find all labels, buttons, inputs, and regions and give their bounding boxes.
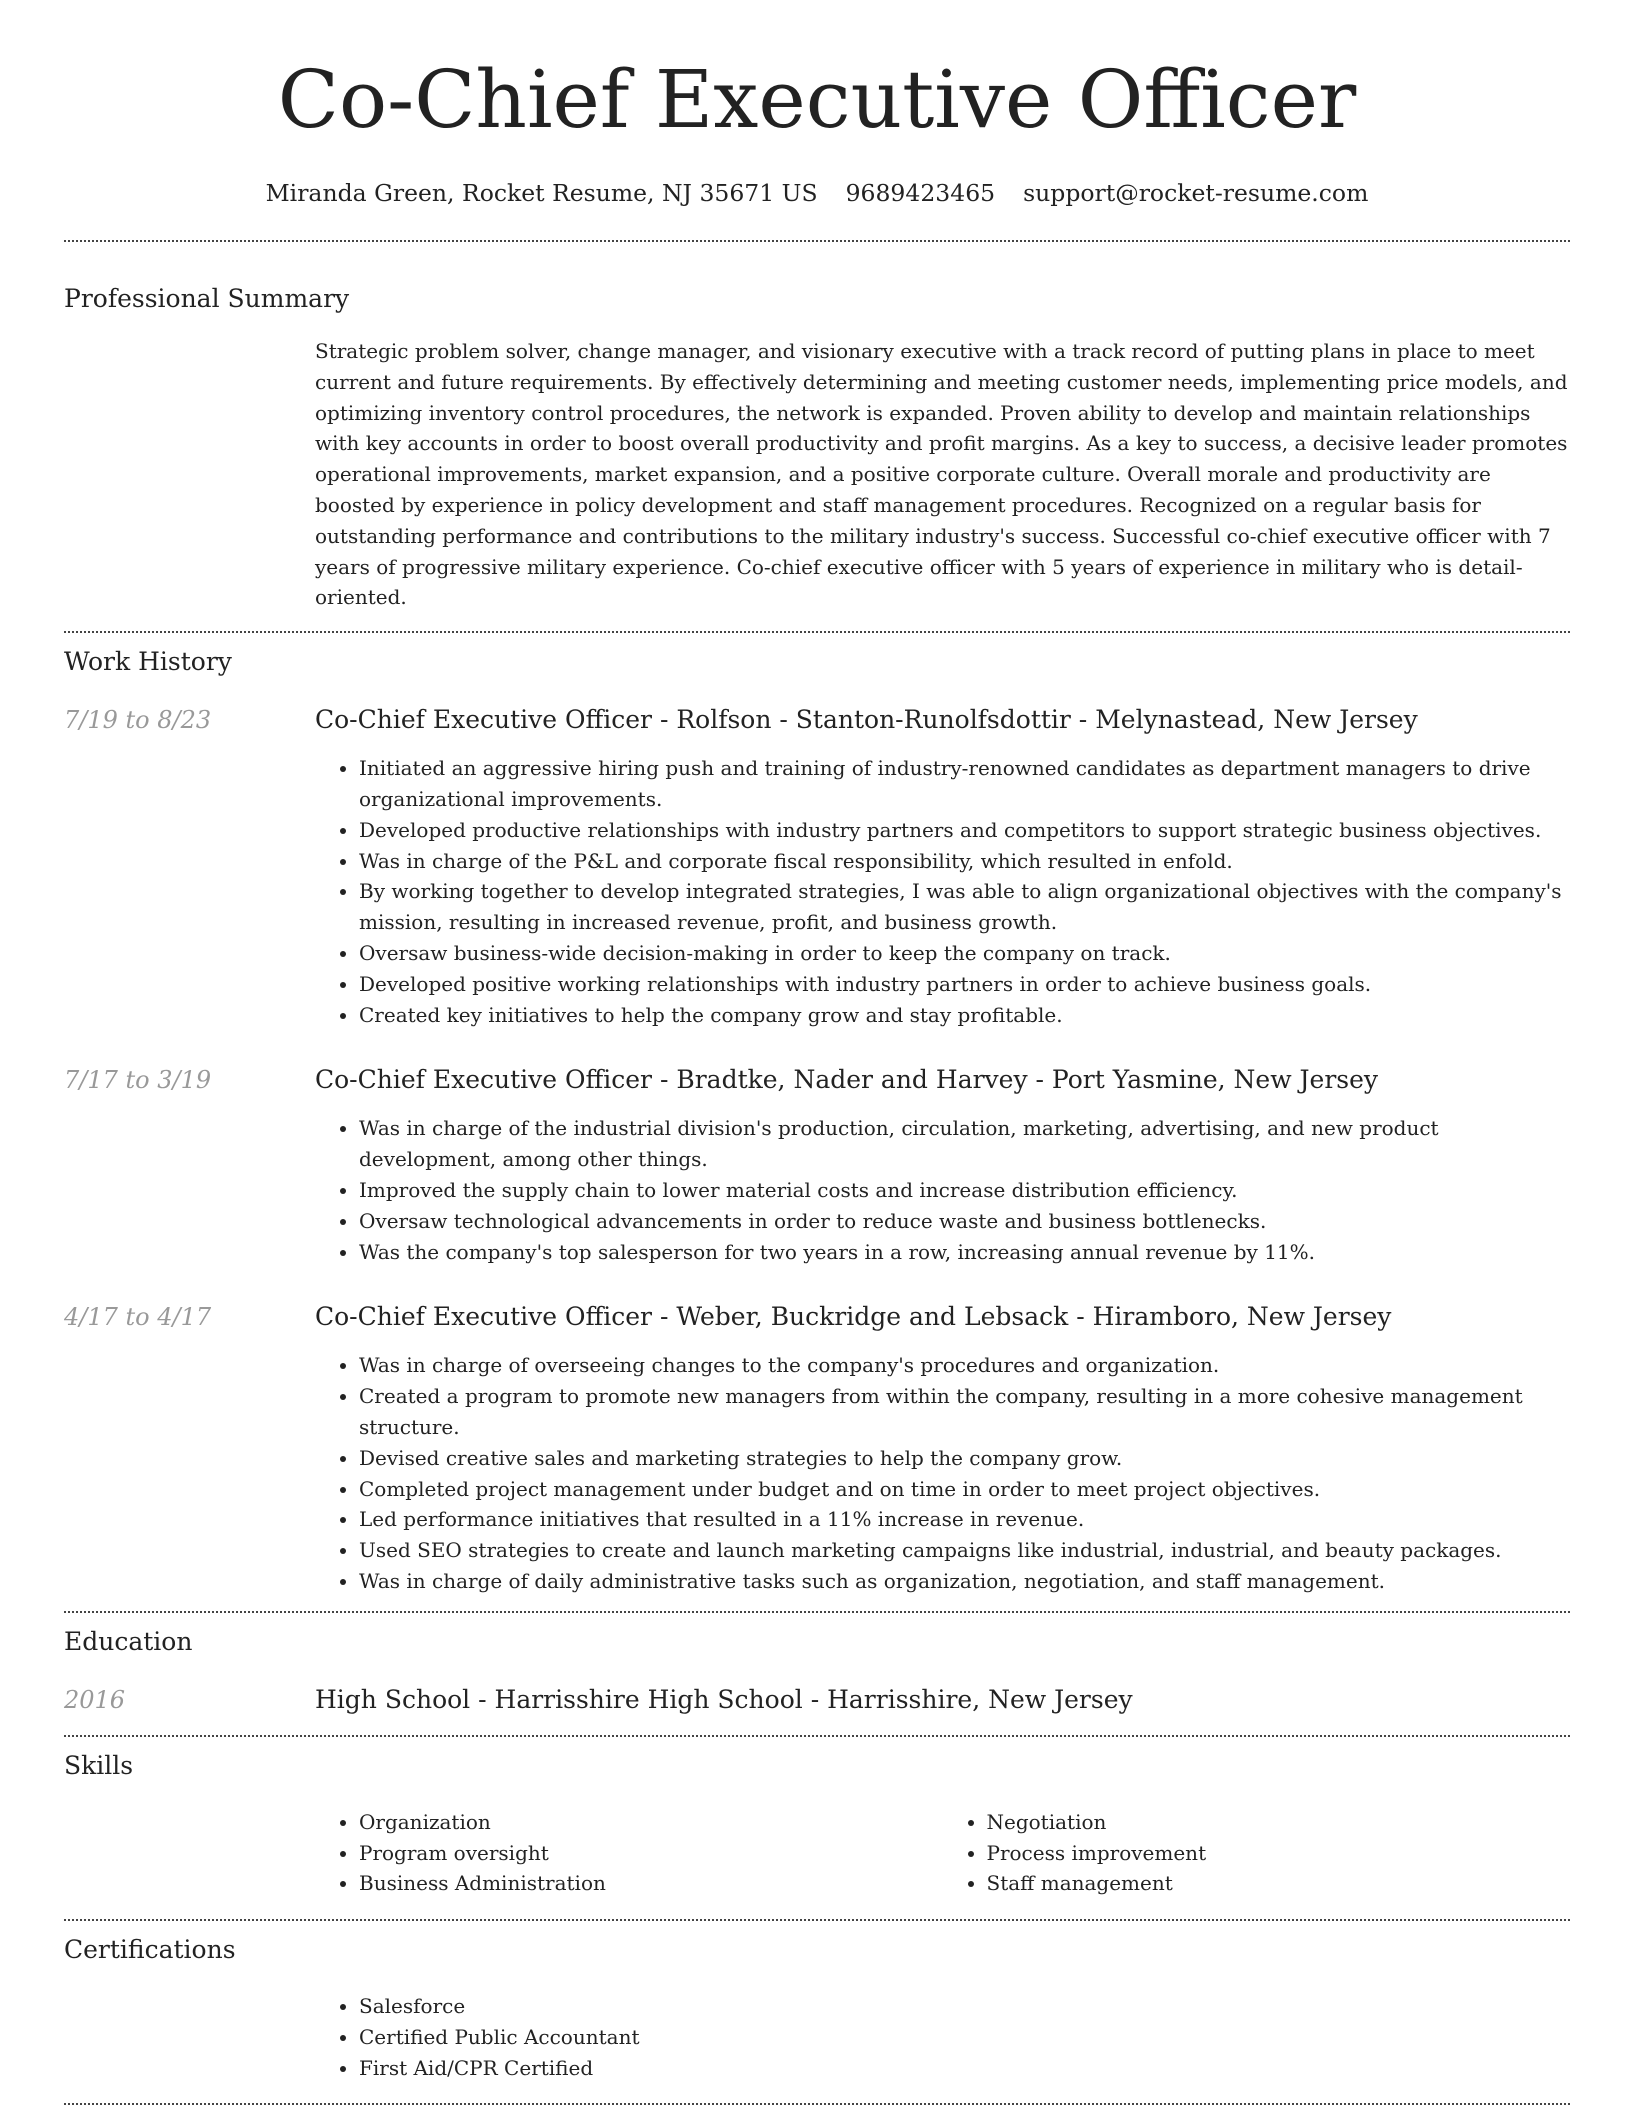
education-year: 2016 [64, 1685, 126, 1714]
list-item: • Developed productive relationships with industry partners and competitors to support strategic business objectives. [359, 815, 1570, 846]
job-details: - Bradtke, Nader and Harvey - Port Yasmine, New Jersey [652, 1065, 1379, 1095]
job-entry [64, 705, 1570, 1030]
job-dates: 7/17 to 3/19 [64, 1066, 212, 1095]
job-bullets [315, 1113, 1570, 1267]
education-details: - Harrisshire High School - Harrisshire, New Jersey [470, 1684, 1133, 1714]
contact-phone: 9689423465 [845, 179, 996, 207]
list-item: • Business Administration [359, 1868, 943, 1899]
certifications-list [315, 1991, 1570, 2083]
skills-column-right [943, 1807, 1571, 1899]
work-history-heading: Work History [64, 647, 232, 677]
skills-column-left [315, 1807, 943, 1899]
job-heading [315, 1302, 1570, 1332]
resume-page [64, 0, 1570, 2105]
list-item: • Program oversight [359, 1838, 943, 1869]
job-bullets [315, 753, 1570, 1030]
list-item: • Process improvement [987, 1838, 1571, 1869]
contact-email: support@rocket-resume.com [1023, 179, 1369, 207]
job-title: Co-Chief Executive Officer [315, 1065, 652, 1095]
job-heading [315, 1065, 1570, 1095]
job-dates: 7/19 to 8/23 [64, 706, 212, 735]
job-title: Co-Chief Executive Officer [315, 705, 652, 735]
certifications-heading: Certifications [64, 1935, 236, 1965]
list-item: • Was in charge of the industrial division's production, circulation, marketing, advertising, and new product development, among other things. [359, 1113, 1570, 1175]
job-title: Co-Chief Executive Officer [315, 1302, 652, 1332]
list-item: • Completed project management under budget and on time in order to meet project objectives. [359, 1474, 1570, 1505]
list-item: • Was the company's top salesperson for two years in a row, increasing annual revenue by 11%. [359, 1237, 1570, 1268]
list-item: • Developed positive working relationships with industry partners in order to achieve business goals. [359, 969, 1570, 1000]
section-divider [64, 631, 1570, 633]
section-divider [64, 240, 1570, 242]
section-divider [64, 1611, 1570, 1613]
section-divider [64, 1735, 1570, 1737]
list-item: • Staff management [987, 1868, 1571, 1899]
summary-text: Strategic problem solver, change manager, and visionary executive with a track record of putting plans in place to meet current and future requirements. By effectively determining and meeting customer needs, implementing price models, and optimizing inventory control procedures, the network is expanded. Proven ability to develop and maintain relationships with key accounts in order to boost overall productivity and profit margins. As a key to success, a decisive leader promotes operational improvements, market expansion, and a positive corporate culture. Overall morale and productivity are boosted by experience in policy development and staff management procedures. Recognized on a regular basis for outstanding performance and contributions to the military industry's success. Successful co-chief executive officer with 7 years of progressive military experience. Co-chief executive officer with 5 years of experience in military who is detail-oriented. [315, 339, 1568, 610]
list-item: • Improved the supply chain to lower material costs and increase distribution efficiency. [359, 1175, 1570, 1206]
contact-address: Miranda Green, Rocket Resume, NJ 35671 US [265, 179, 818, 207]
list-item: • Salesforce [359, 1991, 1570, 2022]
list-item: • Was in charge of the P&L and corporate fiscal responsibility, which resulted in enfold. [359, 846, 1570, 877]
education-heading: Education [64, 1626, 193, 1656]
list-item: • Created a program to promote new managers from within the company, resulting in a more cohesive management structure. [359, 1381, 1570, 1443]
list-item: • Was in charge of daily administrative tasks such as organization, negotiation, and staff management. [359, 1566, 1570, 1597]
list-item: • Created key initiatives to help the company grow and stay profitable. [359, 1000, 1570, 1031]
list-item: • By working together to develop integrated strategies, I was able to align organizational objectives with the company's mission, resulting in increased revenue, profit, and business growth. [359, 876, 1570, 938]
list-item: • Used SEO strategies to create and launch marketing campaigns like industrial, industrial, and beauty packages. [359, 1535, 1570, 1566]
job-entry [64, 1302, 1570, 1596]
list-item: • Led performance initiatives that resulted in a 11% increase in revenue. [359, 1504, 1570, 1535]
list-item: • Negotiation [987, 1807, 1571, 1838]
list-item: • Oversaw technological advancements in order to reduce waste and business bottlenecks. [359, 1206, 1570, 1237]
education-heading-line [315, 1685, 1570, 1715]
job-details: - Weber, Buckridge and Lebsack - Hiramboro, New Jersey [652, 1302, 1392, 1332]
certifications-items [315, 1991, 1570, 2083]
job-dates: 4/17 to 4/17 [64, 1303, 212, 1332]
education-degree: High School [315, 1684, 471, 1714]
list-item: • Was in charge of overseeing changes to the company's procedures and organization. [359, 1350, 1570, 1381]
job-entry [64, 1065, 1570, 1267]
list-item: • Devised creative sales and marketing strategies to help the company grow. [359, 1443, 1570, 1474]
section-divider [64, 1919, 1570, 1921]
skills-heading: Skills [64, 1750, 134, 1780]
job-details: - Rolfson - Stanton-Runolfsdottir - Melynastead, New Jersey [652, 705, 1418, 735]
job-heading [315, 705, 1570, 735]
contact-info [64, 176, 1570, 210]
list-item: • First Aid/CPR Certified [359, 2053, 1570, 2084]
skills-list [315, 1807, 1570, 1899]
list-item: • Oversaw business-wide decision-making in order to keep the company on track. [359, 938, 1570, 969]
page-title: Co-Chief Executive Officer [277, 53, 1357, 146]
summary-heading: Professional Summary [64, 284, 350, 313]
job-bullets [315, 1350, 1570, 1596]
list-item: • Certified Public Accountant [359, 2022, 1570, 2053]
list-item: • Organization [359, 1807, 943, 1838]
list-item: • Initiated an aggressive hiring push and training of industry-renowned candidates as department managers to drive organizational improvements. [359, 753, 1570, 815]
section-divider [64, 2103, 1570, 2105]
education-entry [64, 1685, 1570, 1715]
